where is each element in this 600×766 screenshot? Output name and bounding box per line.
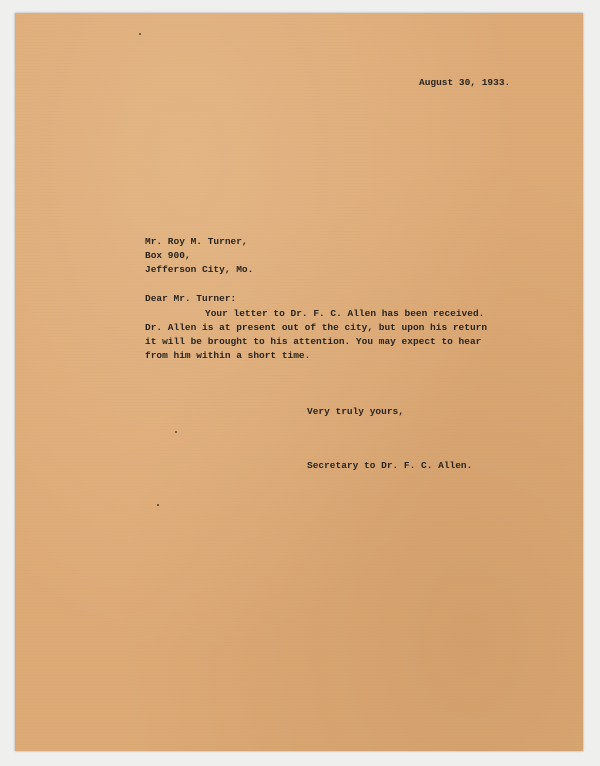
signature-line: Secretary to Dr. F. C. Allen.	[307, 460, 473, 471]
body-line: Your letter to Dr. F. C. Allen has been received.	[205, 308, 485, 319]
paper-speck	[139, 33, 141, 35]
paper-speck	[157, 504, 159, 506]
body-line: it will be brought to his attention. You may expect to hear	[145, 336, 482, 347]
body-line: Dr. Allen is at present out of the city, but upon his return	[145, 322, 488, 333]
paper-speck	[175, 431, 177, 433]
salutation: Dear Mr. Turner:	[145, 293, 237, 304]
body-line: from him within a short time.	[145, 350, 311, 361]
recipient-city: Jefferson City, Mo.	[145, 264, 254, 275]
recipient-name: Mr. Roy M. Turner,	[145, 236, 248, 247]
letter-page	[15, 13, 583, 751]
recipient-box: Box 900,	[145, 250, 191, 261]
letter-date: August 30, 1933.	[419, 77, 511, 88]
closing: Very truly yours,	[307, 406, 404, 417]
